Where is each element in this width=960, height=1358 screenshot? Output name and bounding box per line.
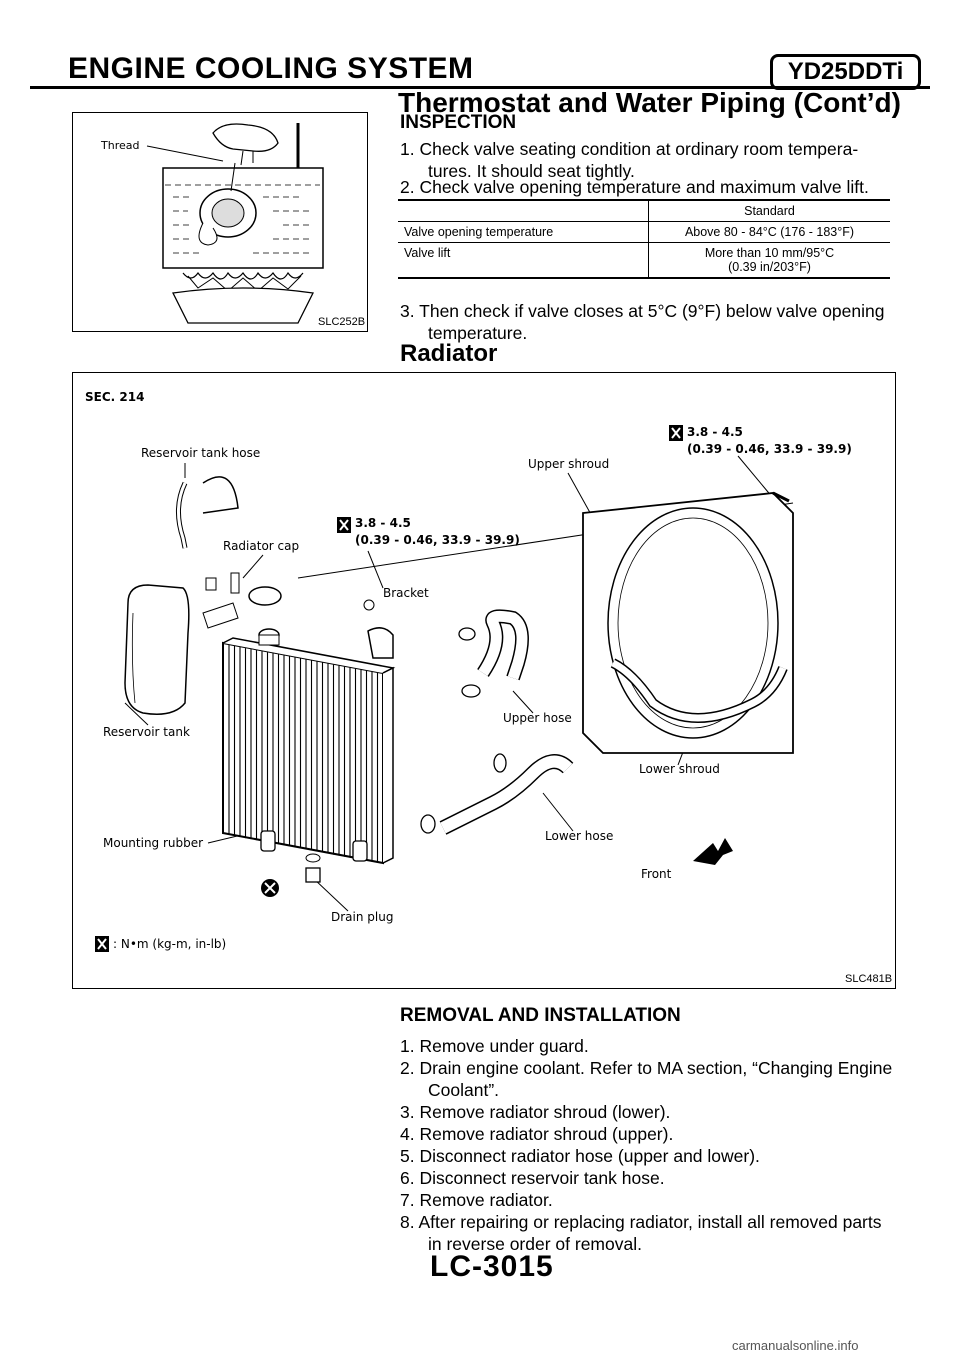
figure2-code: SLC481B	[845, 973, 893, 985]
radiator-core	[223, 638, 393, 863]
label-radiator-cap: Radiator cap	[223, 539, 300, 553]
torque-wrench-icon	[669, 425, 683, 441]
list-item: 3. Remove radiator shroud (lower).	[400, 1102, 671, 1122]
label-reservoir-tank-hose: Reservoir tank hose	[141, 446, 261, 460]
valve-lift-line2: (0.39 in/203°F)	[728, 260, 811, 274]
table-row-label: Valve opening temperature	[398, 222, 649, 243]
inspection-heading: INSPECTION	[400, 112, 517, 133]
list-item: 2. Drain engine coolant. Refer to MA section, “Changing Engine Coolant”.	[400, 1058, 893, 1100]
table-row-value: Above 80 - 84°C (176 - 183°F)	[649, 222, 891, 243]
list-item: 1. Remove under guard.	[400, 1036, 589, 1056]
list-item: 4. Remove radiator shroud (upper).	[400, 1124, 674, 1144]
figure1-code: SLC252B	[318, 316, 366, 328]
table-corner-cell	[398, 200, 649, 222]
list-item: 8. After repairing or replacing radiator, install all removed parts in reverse order of removal.	[400, 1212, 882, 1254]
label-mounting-rubber: Mounting rubber	[103, 836, 204, 850]
step-1-line2: tures. It should seat tightly.	[428, 161, 635, 181]
step-3-line2: temperature.	[428, 323, 528, 343]
section-title: ENGINE COOLING SYSTEM	[68, 52, 474, 85]
label-front: Front	[641, 867, 672, 881]
torque-spec-upper-1: 3.8 - 4.5	[687, 425, 743, 439]
valve-lift-line1: More than 10 mm/95°C	[704, 246, 835, 260]
thread-label: Thread	[101, 139, 140, 152]
torque-legend-text: : N•m (kg-m, in-lb)	[113, 937, 227, 951]
inspection-step-3	[400, 300, 894, 344]
table-header-standard: Standard	[649, 200, 891, 222]
torque-spec-upper-2: (0.39 - 0.46, 33.9 - 39.9)	[687, 442, 852, 456]
inspection-step-2: 2. Check valve opening temperature and maximum valve lift.	[400, 177, 869, 197]
list-item: 6. Disconnect reservoir tank hose.	[400, 1168, 665, 1188]
label-upper-hose: Upper hose	[503, 711, 572, 725]
removal-steps-list	[400, 1035, 894, 1255]
thermostat-illustration	[73, 113, 367, 331]
torque-spec-bracket-2: (0.39 - 0.46, 33.9 - 39.9)	[355, 533, 520, 547]
section-number: SEC. 214	[85, 390, 145, 404]
torque-wrench-icon	[337, 517, 351, 533]
label-lower-hose: Lower hose	[545, 829, 614, 843]
list-item: 5. Disconnect radiator hose (upper and lower).	[400, 1146, 760, 1166]
page-subtitle: Thermostat and Water Piping (Cont’d)	[398, 87, 901, 118]
torque-legend-icon	[95, 936, 109, 952]
table-row-value	[649, 243, 891, 279]
radiator-heading: Radiator	[400, 340, 498, 367]
label-bracket: Bracket	[383, 586, 429, 600]
engine-code-badge: YD25DDTi	[770, 54, 921, 90]
label-drain-plug: Drain plug	[331, 910, 394, 924]
watermark: carmanualsonline.info	[732, 1338, 859, 1353]
valve-spec-table	[398, 199, 890, 279]
table-row-label: Valve lift	[398, 243, 649, 279]
label-lower-shroud: Lower shroud	[639, 762, 720, 776]
front-arrow-icon	[693, 838, 733, 865]
removal-heading: REMOVAL AND INSTALLATION	[400, 1005, 681, 1026]
step-1-line1: 1. Check valve seating condition at ordinary room tempera-	[400, 139, 859, 159]
step-3-line1: 3. Then check if valve closes at 5°C (9°F) below valve opening	[400, 301, 885, 321]
radiator-illustration	[73, 373, 895, 988]
thermostat-inspection-figure	[72, 112, 368, 332]
label-upper-shroud: Upper shroud	[528, 457, 610, 471]
page-number: LC-3015	[430, 1250, 554, 1283]
radiator-exploded-figure	[72, 372, 896, 989]
do-not-reuse-icon	[261, 879, 279, 897]
torque-spec-bracket-1: 3.8 - 4.5	[355, 516, 411, 530]
label-reservoir-tank: Reservoir tank	[103, 725, 190, 739]
list-item: 7. Remove radiator.	[400, 1190, 553, 1210]
